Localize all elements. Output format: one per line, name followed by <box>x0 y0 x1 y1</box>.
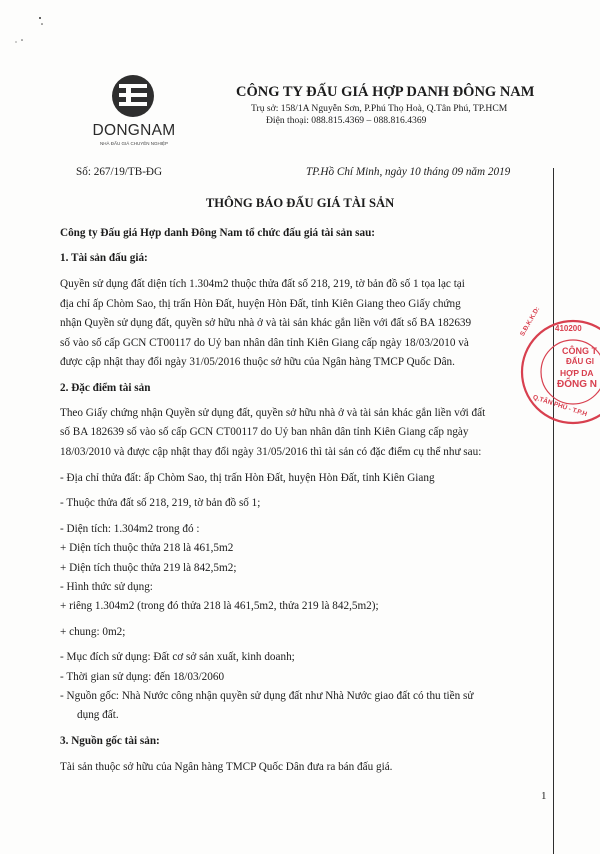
page-number: 1 <box>541 790 547 802</box>
detail-line: - Nguồn gốc: Nhà Nước công nhận quyền sử dụng đất như Nhà Nước giao đất có thu tiền sử <box>60 690 474 702</box>
company-name: CÔNG TY ĐẤU GIÁ HỢP DANH ĐÔNG NAM <box>236 84 535 100</box>
detail-line: - Thuộc thửa đất số 218, 219, tờ bản đồ số 1; <box>60 497 261 509</box>
paragraph-line: nhận Quyền sử dụng đất, quyền sở hữu nhà ở và tài sản khác gắn liền với đất số BA 182639 <box>60 317 472 329</box>
seal-line-3: HỢP DA <box>560 368 594 378</box>
seal-line-4: ĐÔNG N <box>557 379 597 390</box>
paragraph-line: Theo Giấy chứng nhận Quyền sử dụng đất, quyền sở hữu nhà ở và tài sản khác gắn liền với đất <box>60 407 486 419</box>
detail-line: + Diện tích thuộc thửa 219 là 842,5m2; <box>60 562 237 574</box>
detail-line: - Hình thức sử dụng: <box>60 581 153 593</box>
detail-line: - Địa chỉ thửa đất: ấp Chòm Sao, thị trấn Hòn Đất, huyện Hòn Đất, tỉnh Kiên Giang <box>60 472 435 484</box>
detail-line: dụng đất. <box>77 709 119 721</box>
seal-code: 410200 <box>555 324 582 333</box>
seal-line-1: CÔNG T <box>562 346 597 356</box>
document-number: Số: 267/19/TB-ĐG <box>76 166 163 178</box>
company-logo-icon <box>78 72 188 152</box>
section3-heading: 3. Nguồn gốc tài sản: <box>60 735 160 747</box>
logo-tagline: NHÀ ĐẤU GIÁ CHUYÊN NGHIỆP <box>99 141 168 146</box>
seal-arc-bottom: Q.TÂN PHÚ - T.P.H <box>531 394 588 419</box>
seal-line-2: ĐẤU GI <box>566 357 594 366</box>
paragraph-line: Quyền sử dụng đất diện tích 1.304m2 thuộc thửa đất số 218, 219, tờ bản đồ số 1 tọa lạc tại <box>60 278 465 290</box>
company-phone: Điện thoại: 088.815.4369 – 088.816.4369 <box>266 115 427 126</box>
detail-line: + Diện tích thuộc thửa 218 là 461,5m2 <box>60 542 234 554</box>
scan-specks <box>0 0 600 70</box>
margin-line <box>553 168 554 854</box>
document-place-date: TP.Hồ Chí Minh, ngày 10 tháng 09 năm 2019 <box>306 166 511 178</box>
paragraph-line: 18/03/2010 và được cập nhật thay đổi ngày 31/05/2016 thì tài sản có đặc điểm cụ thể như sau: <box>60 446 482 458</box>
detail-line: - Thời gian sử dụng: đến 18/03/2060 <box>60 671 225 683</box>
detail-line: - Diện tích: 1.304m2 trong đó : <box>60 523 200 535</box>
paragraph-line: số vào số cấp GCN CT00117 do Uỷ ban nhân dân tỉnh Kiên Giang cấp ngày 18/03/2010 và <box>60 337 469 349</box>
company-address: Trụ sở: 158/1A Nguyễn Sơn, P.Phú Thọ Hoà, Q.Tân Phú, TP.HCM <box>251 103 508 114</box>
document-title: THÔNG BÁO ĐẤU GIÁ TÀI SẢN <box>205 196 395 210</box>
intro-text: Công ty Đấu giá Hợp danh Đông Nam tổ chức đấu giá tài sản sau: <box>60 227 376 239</box>
detail-line: + riêng 1.304m2 (trong đó thửa 218 là 461,5m2, thửa 219 là 842,5m2); <box>60 600 379 612</box>
paragraph-line: số BA 182639 số vào số cấp GCN CT00117 do Uỷ ban nhân dân tỉnh Kiên Giang cấp ngày <box>60 426 469 438</box>
seal-arc-left: S.Đ.K.K.D: <box>519 305 542 338</box>
paragraph-line: địa chỉ ấp Chòm Sao, thị trấn Hòn Đất, huyện Hòn Đất, tỉnh Kiên Giang theo Giấy chứng <box>60 298 461 310</box>
detail-line: + chung: 0m2; <box>60 626 126 638</box>
section2-heading: 2. Đặc điểm tài sản <box>60 382 151 394</box>
section1-heading: 1. Tài sản đấu giá: <box>60 252 148 264</box>
paragraph-line: được cập nhật thay đổi ngày 31/05/2016 thuộc sở hữu của Ngân hàng TMCP Quốc Dân. <box>60 356 455 368</box>
logo-name: DONGNAM <box>92 122 176 139</box>
detail-line: - Mục đích sử dụng: Đất cơ sở sản xuất, kinh doanh; <box>60 651 295 663</box>
paragraph-line: Tài sản thuộc sở hữu của Ngân hàng TMCP Quốc Dân đưa ra bán đấu giá. <box>60 761 393 773</box>
